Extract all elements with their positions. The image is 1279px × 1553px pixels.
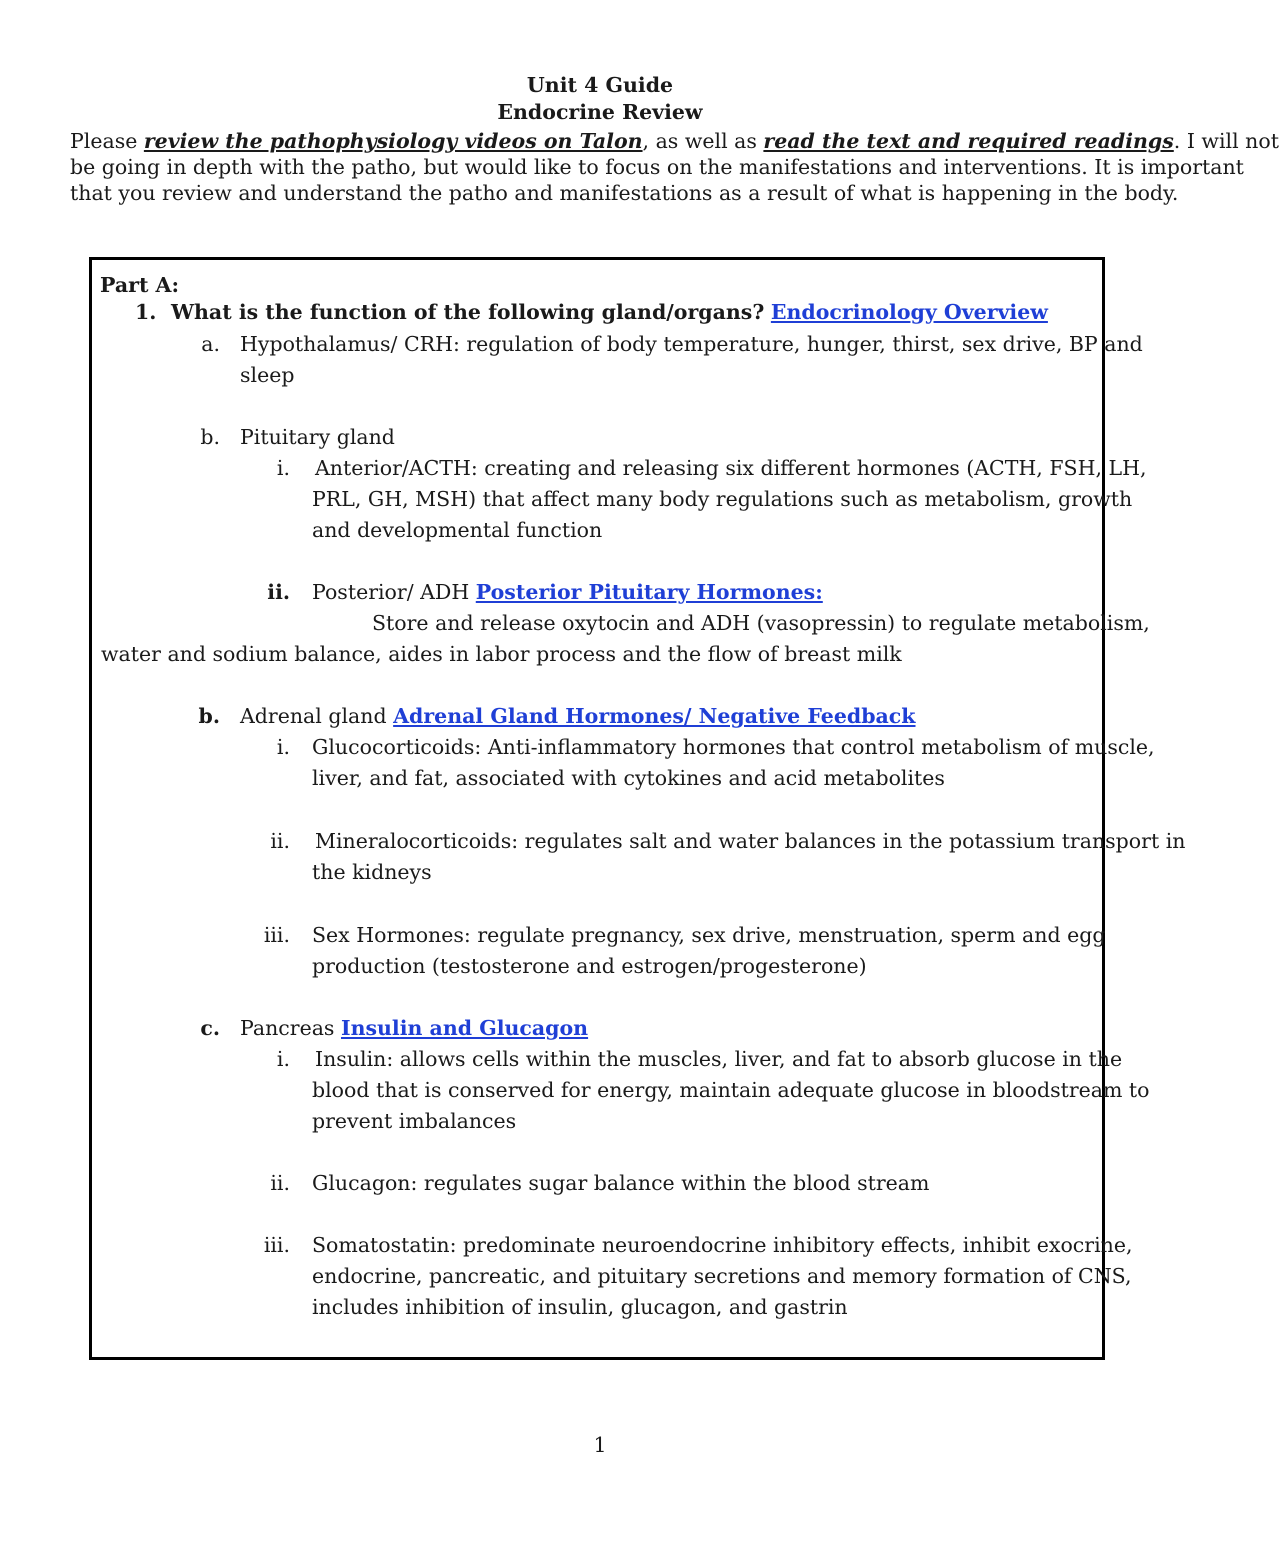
endocrinology-overview-link[interactable]: Endocrinology Overview [770, 300, 1048, 324]
intro-emphasis-readings: read the text and required readings [763, 129, 1174, 153]
list-marker-adrenal: b. [198, 704, 220, 728]
list-marker-pancreas-iii: iii. [263, 1233, 290, 1257]
list-marker-a: a. [201, 332, 220, 356]
anterior-line-2: PRL, GH, MSH) that affect many body regulations such as metabolism, growth [312, 487, 1133, 511]
hypothalamus-line-2: sleep [240, 363, 295, 387]
posterior-label: Posterior/ ADH [312, 580, 470, 604]
pituitary-label: Pituitary gland [240, 425, 395, 449]
posterior-line-2: water and sodium balance, aides in labor process and the flow of breast milk [101, 642, 902, 666]
document-subtitle: Endocrine Review [497, 100, 703, 124]
list-marker-adrenal-iii: iii. [263, 923, 290, 947]
somatostatin-line-1: Somatostatin: predominate neuroendocrine inhibitory effects, inhibit exocrine, [312, 1233, 1133, 1257]
intro-text: . I will not [1173, 129, 1279, 153]
hypothalamus-line-1: Hypothalamus/ CRH: regulation of body temperature, hunger, thirst, sex drive, BP and [240, 332, 1143, 356]
list-marker-b: b. [200, 425, 220, 449]
intro-emphasis-videos: review the pathophysiology videos on Talon [143, 129, 643, 153]
list-marker-adrenal-ii: ii. [270, 829, 290, 853]
intro-line-2: be going in depth with the patho, but would like to focus on the manifestations and interventions. It is important [70, 155, 1244, 179]
insulin-line-2: blood that is conserved for energy, maintain adequate glucose in bloodstream to [312, 1078, 1150, 1102]
pancreas-label: Pancreas [240, 1016, 335, 1040]
list-marker-b-ii: ii. [267, 580, 290, 604]
somatostatin-line-2: endocrine, pancreatic, and pituitary secretions and memory formation of CNS, [312, 1264, 1132, 1288]
list-marker-adrenal-i: i. [276, 735, 290, 759]
question-number: 1. [135, 300, 157, 324]
sex-hormones-line-1: Sex Hormones: regulate pregnancy, sex drive, menstruation, sperm and egg [312, 923, 1106, 947]
posterior-line [312, 577, 823, 608]
posterior-pituitary-link[interactable]: Posterior Pituitary Hormones: [475, 580, 823, 604]
document-title: Unit 4 Guide [526, 73, 674, 97]
insulin-line-1: Insulin: allows cells within the muscles, liver, and fat to absorb glucose in the [315, 1047, 1123, 1071]
glucocorticoids-line-1: Glucocorticoids: Anti-inflammatory hormones that control metabolism of muscle, [312, 735, 1155, 759]
mineralocorticoids-line-2: the kidneys [312, 860, 432, 884]
question-line [171, 297, 1048, 328]
list-marker-pancreas: c. [200, 1016, 220, 1040]
insulin-line-3: prevent imbalances [312, 1109, 517, 1133]
anterior-line-1: Anterior/ACTH: creating and releasing six different hormones (ACTH, FSH, LH, [315, 456, 1147, 480]
pancreas-line [240, 1013, 588, 1044]
list-marker-b-i: i. [276, 456, 290, 480]
insulin-glucagon-link[interactable]: Insulin and Glucagon [340, 1016, 589, 1040]
mineralocorticoids-line-1: Mineralocorticoids: regulates salt and water balances in the potassium transport in [315, 829, 1186, 853]
intro-text: , as well as [642, 129, 764, 153]
adrenal-line [240, 701, 916, 732]
somatostatin-line-3: includes inhibition of insulin, glucagon, and gastrin [312, 1295, 848, 1319]
adrenal-hormones-link[interactable]: Adrenal Gland Hormones/ Negative Feedback [393, 704, 916, 728]
intro-line-3: that you review and understand the patho and manifestations as a result of what is happening in the body. [70, 181, 1179, 205]
question-text: What is the function of the following gland/organs? [171, 300, 765, 324]
posterior-line-1: Store and release oxytocin and ADH (vasopressin) to regulate metabolism, [372, 611, 1150, 635]
part-label: Part A: [100, 273, 180, 297]
glucocorticoids-line-2: liver, and fat, associated with cytokines and acid metabolites [312, 766, 945, 790]
page-number: 1 [593, 1433, 607, 1457]
list-marker-pancreas-ii: ii. [270, 1171, 290, 1195]
adrenal-label: Adrenal gland [240, 704, 387, 728]
sex-hormones-line-2: production (testosterone and estrogen/progesterone) [312, 954, 867, 978]
glucagon-line-1: Glucagon: regulates sugar balance within the blood stream [312, 1171, 930, 1195]
intro-text: Please [70, 129, 144, 153]
anterior-line-3: and developmental function [312, 518, 603, 542]
list-marker-pancreas-i: i. [276, 1047, 290, 1071]
